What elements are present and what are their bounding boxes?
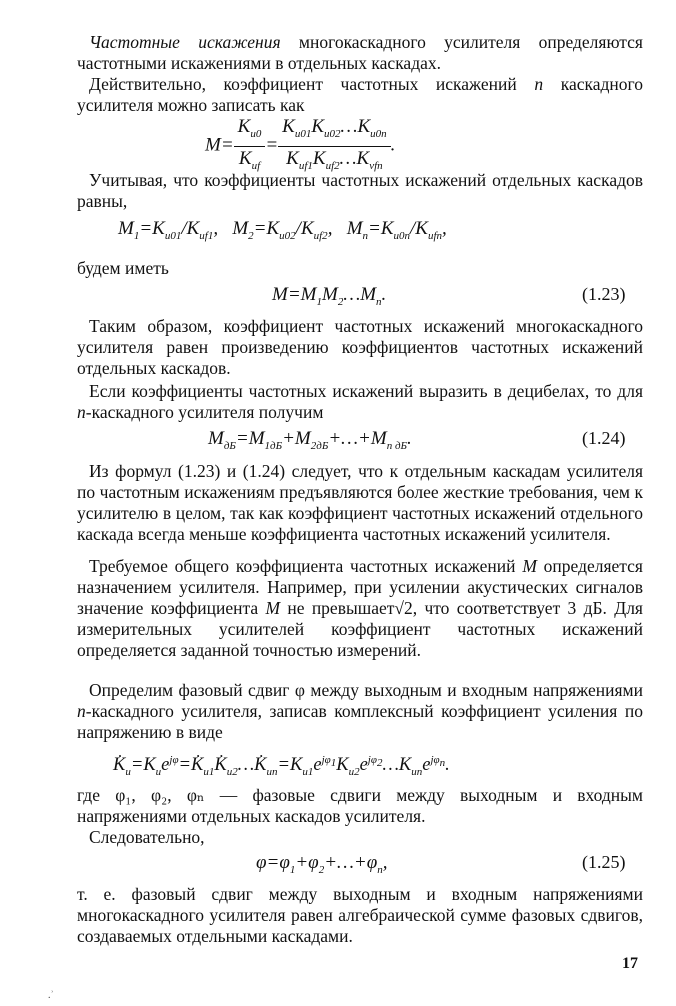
paragraph-therefore: Следовательно, xyxy=(89,827,205,847)
paragraph-decibels: Если коэффициенты частотных искажений выразить в децибелах, то для n-каскадного усилителя получим xyxy=(77,381,643,422)
equation-complex-gain: $K̇_u=K_ue^{j\varphi}=K̇_{u1}K̇_{u2}\dots K̇_{un}=K_{u1}e^{j\varphi_1}K_{u2}e^{j\varphi_2}\dots K_{un}e^{j\varphi_n}$. xyxy=(113,754,450,778)
paragraph-frequency-distortion: Частотные искажения многокаскадного усилителя определяются частотными искажениями в отдельных каскадах. xyxy=(77,32,643,73)
fraction-product: $\frac{K_{u01}K_{u02}\dots K_{u0n}}{K_{uf1}K_{uf2}\dots K_{vfn}}$ xyxy=(278,116,390,177)
equation-1-24: $M_{дБ}=M_{1дБ}+M_{2дБ}+\dots+M_{n дБ}$. xyxy=(208,428,412,452)
paragraph-phase-sum: т. е. фазовый сдвиг между выходным и входным напряжениями многокаскадного усилителя равен алгебраической сумме фазовых сдвигов, создаваемых отдельными каскадами. xyxy=(77,884,643,946)
paragraph-we-get: будем иметь xyxy=(77,258,169,278)
paragraph-phase-definitions: где φ₁, φ₂, φₙ — фазовые сдвиги между выходным и входным напряжениями отдельных каскадов усилителя. xyxy=(77,785,643,826)
fraction-simple: $\frac{K_{u0}}{K_{uf}}$ xyxy=(234,116,266,177)
paragraph-phase-shift: Определим фазовый сдвиг φ между выходным и входным напряжениями n-каскадного усилителя, записав комплексный коэффициент усиления по напряжению в виде xyxy=(77,680,643,742)
equation-1-25: $\varphi=\varphi_1+\varphi_2+\dots+\varphi_n$, xyxy=(256,852,388,876)
paragraph-coefficient-intro: Действительно, коэффициент частотных искажений n каскадного усилителя можно записать как xyxy=(77,74,643,115)
equation-total-coefficient: M= $\frac{K_{u0}}{K_{uf}}$ = $\frac{K_{u01}K_{u02}\dots K_{u0n}}{K_{uf1}K_{uf2}\dots K_{vfn}}$ . xyxy=(205,116,395,177)
equation-stage-coefficients: $M_1=K_{u01}/K_{uf1}$, $M_2=K_{u02}/K_{uf2}$, $M_n=K_{u0n}/K_{ufn}$, xyxy=(118,218,447,242)
paragraph-stage-requirements: Из формул (1.23) и (1.24) следует, что к отдельным каскадам усилителя по частотным искажениям предъявляются более жесткие требования, чем к усилителю в целом, так как коэффициент частотных искажений отдельного каскада всегда меньше коэффициента частотных искажений усилителя. xyxy=(77,461,643,544)
equation-number-1-25: (1.25) xyxy=(582,852,626,872)
page-number: 17 xyxy=(622,955,638,972)
paragraph-required-value: Требуемое общего коэффициента частотных искажений M определяется назначением усилителя. Например, при усилении акустических сигналов значение коэффициента M не превышает√2, что соответствует 3 дБ. Для измерительных усилителей коэффициент частотных искажений определяется заданной точностью измерений. xyxy=(77,556,643,660)
equation-number-1-23: (1.23) xyxy=(582,284,626,304)
equation-1-23: $M=M_1M_2\dots M_n$. xyxy=(272,284,387,308)
sqrt-two: √2 xyxy=(394,598,413,618)
term-frequency-distortion: Частотные искажения xyxy=(89,32,281,52)
equation-number-1-24: (1.24) xyxy=(582,428,626,448)
corner-mark: .ʾ xyxy=(48,990,54,1001)
paragraph-stage-coefficients: Учитывая, что коэффициенты частотных искажений отдельных каскадов равны, xyxy=(77,170,643,211)
paragraph-conclusion-product: Таким образом, коэффициент частотных искажений многокаскадного усилителя равен произведению коэффициентов частотных искажений отдельных каскадов. xyxy=(77,316,643,378)
